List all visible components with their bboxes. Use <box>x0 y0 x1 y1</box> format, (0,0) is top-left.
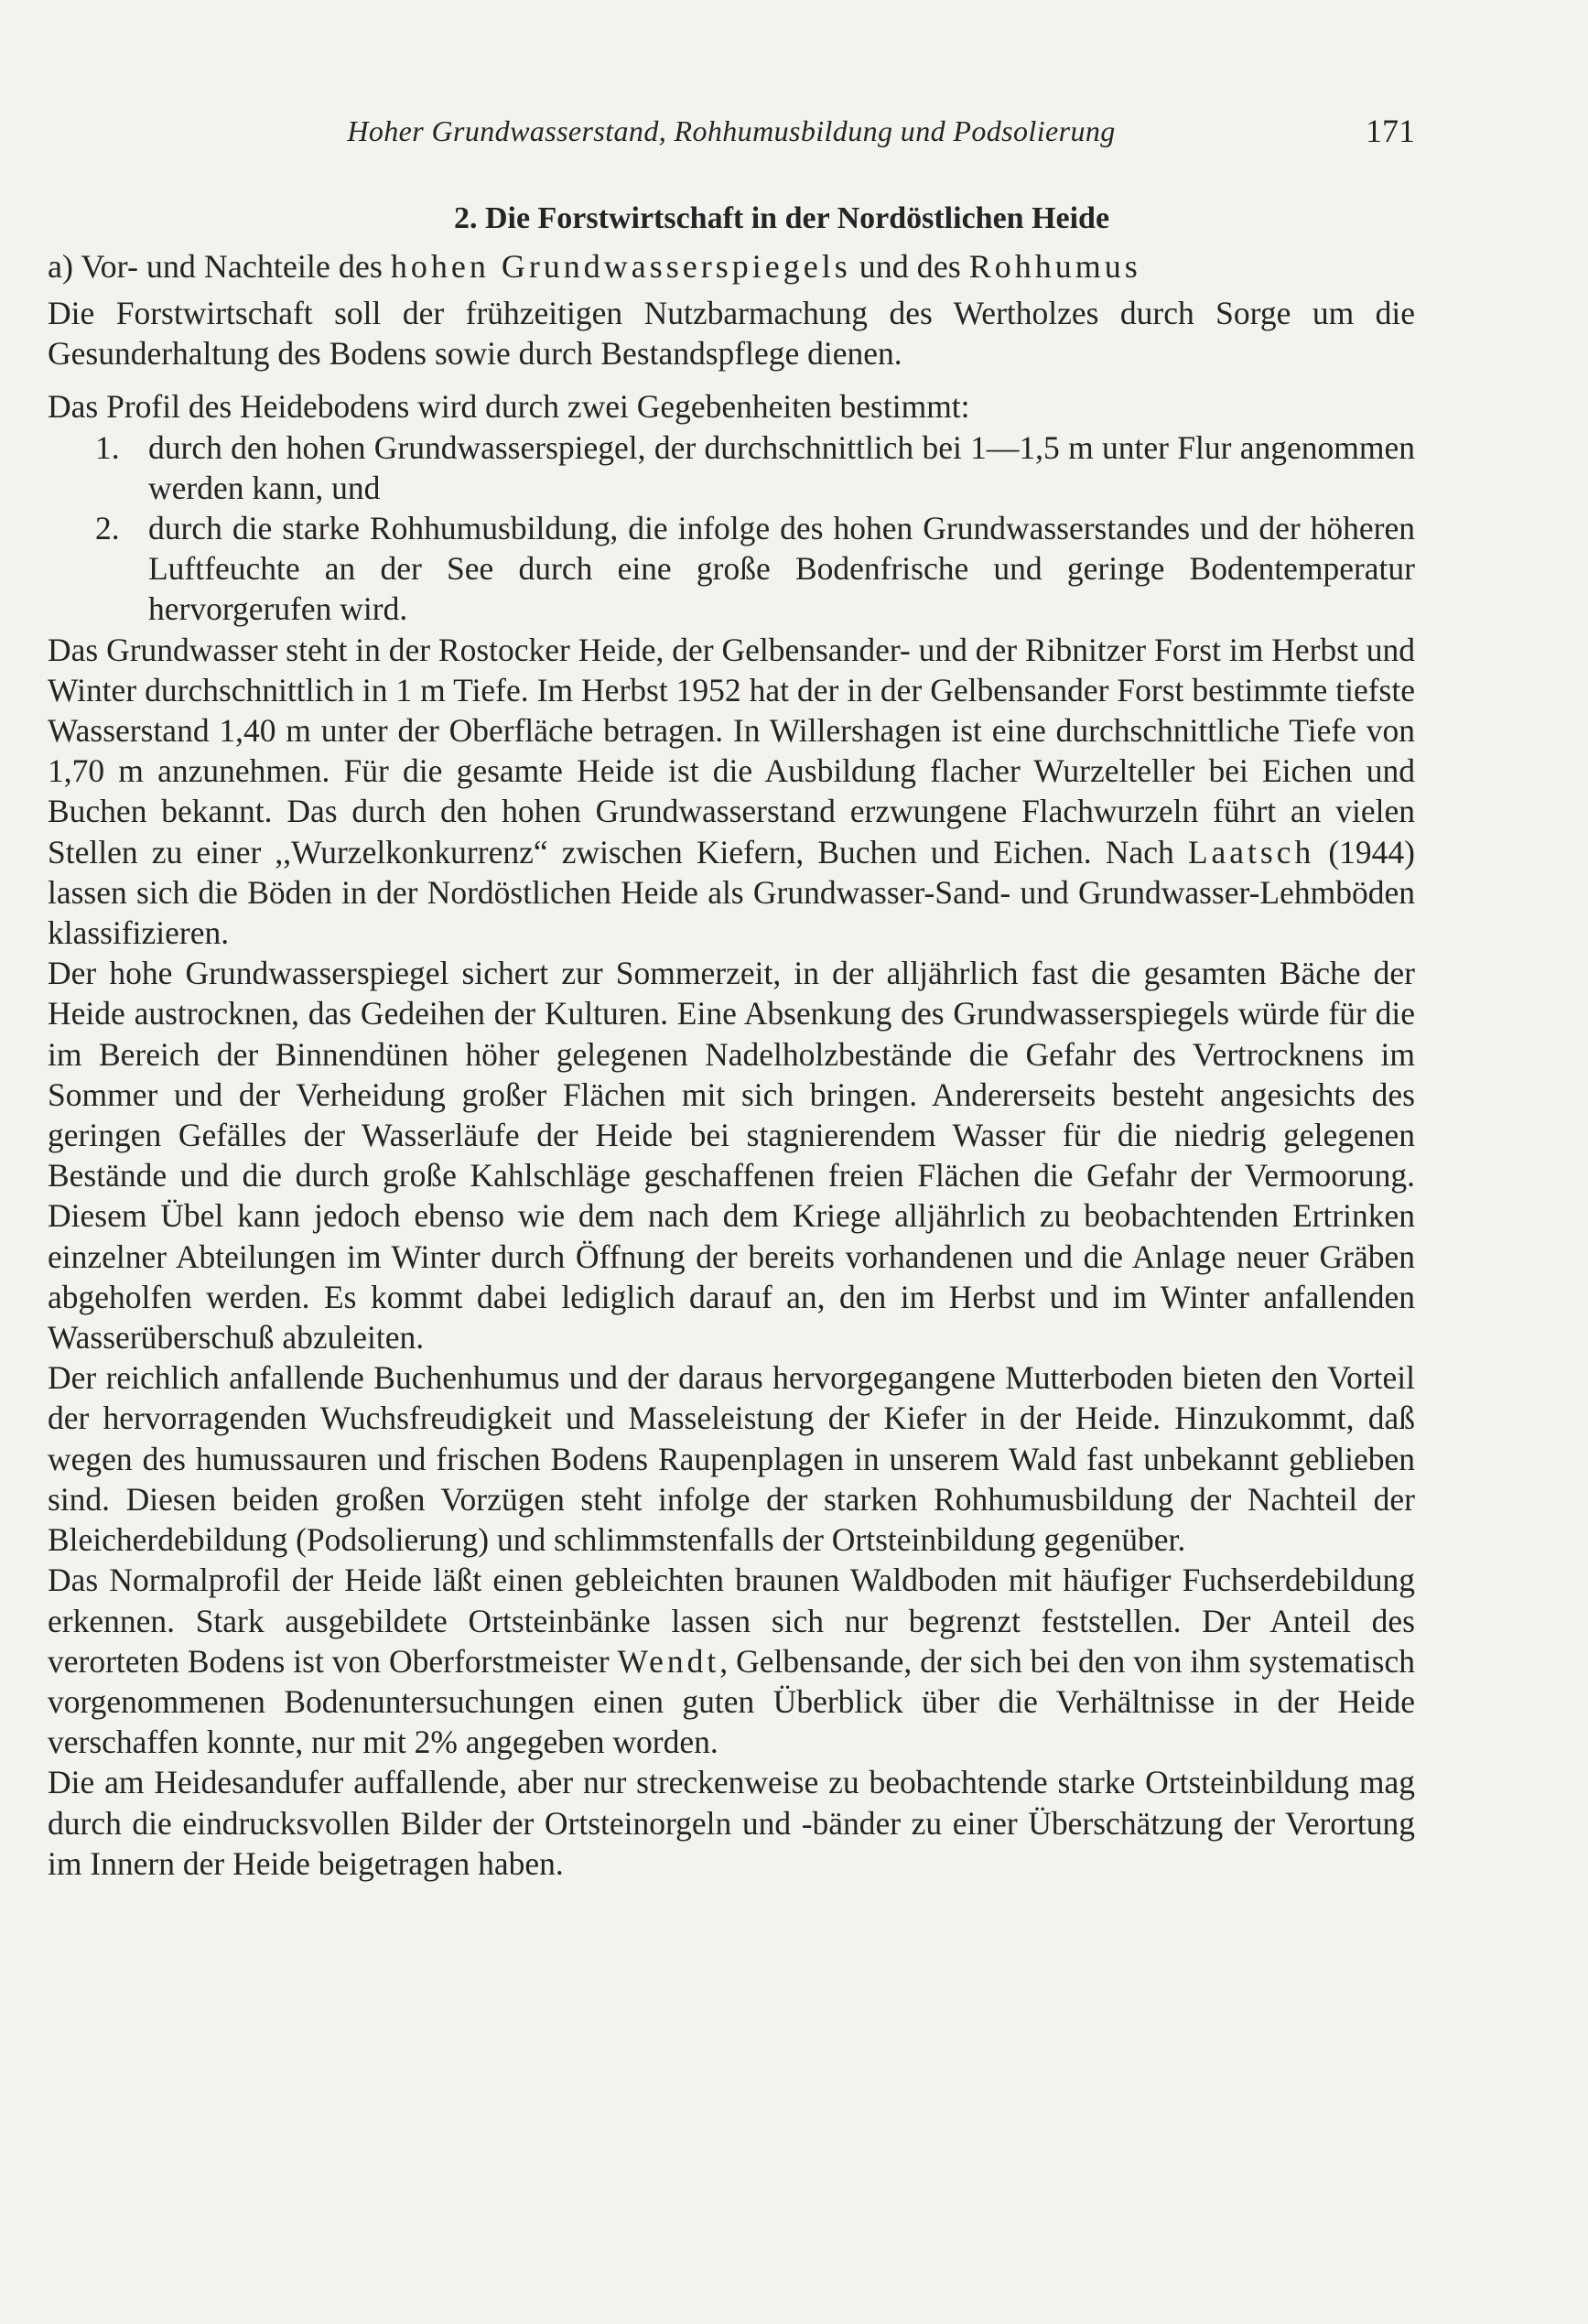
running-header <box>48 108 1415 154</box>
author-citation-laatsch: Laatsch <box>1187 833 1315 870</box>
humus-paragraph: Der reichlich anfallende Buchenhumus und der daraus hervorgegangene Mutterboden bieten den Vorteil der hervorragenden Wuchsfreudigkeit und Masseleistung der Kiefer in der Heide. Hinzukommt, daß wegen des humussauren und frischen Bodens Raupenplagen in unserem Wald fast unbekannt geblieben sind. Diesen beiden großen Vorzügen steht infolge der starken Rohhumusbildung der Nachteil der Bleicherdebildung (Podsolierung) und schlimmstenfalls der Ortsteinbildung gegenüber. <box>48 1359 1415 1559</box>
list-item-number: 1. <box>95 428 120 466</box>
list-item <box>48 427 1415 508</box>
normal-text-before: Das Normalprofil der Heide läßt einen gebleichten braunen Waldboden mit häufiger Fuchserdebildung erkennen. Stark ausgebildete Ortsteinbänke lassen sich nur begrenzt feststellen. Der Anteil des verorteten Bodens ist von Oberforstmeister <box>48 1562 1415 1680</box>
subheading-spaced-term-1: hohen Grundwasserspiegels <box>390 248 851 285</box>
subheading-spaced-term-2: Rohhumus <box>968 248 1141 285</box>
page-number: 171 <box>1366 113 1415 149</box>
section-title: 2. Die Forstwirtschaft in der Nordöstlichen Heide <box>453 201 1110 235</box>
subsection-heading <box>48 245 1415 287</box>
intro-paragraph: Die Forstwirtschaft soll der frühzeitigen Nutzbarmachung des Wertholzes durch Sorge um die Gesunderhaltung des Bodens sowie durch Bestandspflege dienen. <box>48 295 1415 373</box>
body-text <box>48 198 1415 1884</box>
profile-list <box>48 427 1415 630</box>
groundwater-text-before: Das Grundwasser steht in der Rostocker Heide, der Gelbensander- und der Ribnitzer Forst im Herbst und Winter durchschnittlich in 1 m Tiefe. Im Herbst 1952 hat der in der Gelbensander Forst bestimmte tiefste Wasserstand 1,40 m unter der Oberfläche betragen. In Willershagen ist eine durchschnittliche Tiefe von 1,70 m anzunehmen. Für die gesamte Heide ist die Ausbildung flacher Wurzelteller bei Eichen und Buchen bekannt. Das durch den hohen Grundwasserstand erzwungene Flachwurzeln führt an vielen Stellen zu einer ,,Wurzelkonkurrenz“ zwischen Kiefern, Buchen und Eichen. Nach <box>48 631 1415 870</box>
list-item-number: 2. <box>95 510 120 547</box>
normal-profile-paragraph <box>48 1560 1415 1762</box>
list-item-text: durch den hohen Grundwasserspiegel, der durchschnittlich bei 1—1,5 m unter Flur angenommen werden kann, und <box>148 428 1415 506</box>
list-item <box>48 508 1415 630</box>
shore-paragraph: Die am Heidesandufer auffallende, aber nur streckenweise zu beobachtende starke Ortsteinbildung mag durch die eindrucksvollen Bilder der Ortsteinorgeln und -bänder zu einer Überschätzung der Verortung im Innern der Heide beigetragen haben. <box>48 1764 1415 1882</box>
running-title: Hoher Grundwasserstand, Rohhumusbildung und Podsolierung <box>347 114 1116 147</box>
profile-lead-paragraph: Das Profil des Heidebodens wird durch zwei Gegebenheiten bestimmt: <box>48 388 970 426</box>
list-item-text: durch die starke Rohhumusbildung, die infolge des hohen Grundwasserstandes und der höheren Luftfeuchte an der See durch eine große Bodenfrische und geringe Bodentemperatur hervorgerufen wird. <box>148 510 1415 628</box>
author-citation-wendt: Wendt <box>617 1642 720 1680</box>
subheading-prefix: a) Vor- und Nachteile des <box>48 248 391 285</box>
normal-text-after: , Gelbensande, der sich bei den von ihm systematisch vorgenommenen Bodenuntersuchungen einen guten Überblick über die Verhältnisse in der Heide verschaffen konnte, nur mit 2% angegeben worden. <box>48 1642 1415 1761</box>
groundwater-text-after: (1944) lassen sich die Böden in der Nordöstlichen Heide als Grundwasser-Sand- und Grundwasser-Lehmböden klassifizieren. <box>48 833 1415 952</box>
summer-paragraph: Der hohe Grundwasserspiegel sichert zur Sommerzeit, in der alljährlich fast die gesamten Bäche der Heide austrocknen, das Gedeihen der Kulturen. Eine Absenkung des Grundwasserspiegels würde für die im Bereich der Binnendünen höher gelegenen Nadelholzbestände die Gefahr des Vertrocknens im Sommer und der Verheidung großer Flächen mit sich bringen. Andererseits besteht angesichts des geringen Gefälles der Wasserläufe der Heide bei stagnierendem Wasser für die niedrig gelegenen Bestände und die durch große Kahlschläge geschaffenen freien Flächen die Gefahr der Vermoorung. Diesem Übel kann jedoch ebenso wie dem nach dem Kriege alljährlich zu beobachtenden Ertrinken einzelner Abteilungen im Winter durch Öffnung der bereits vorhandenen und die Anlage neuer Gräben abgeholfen werden. Es kommt dabei lediglich darauf an, den im Herbst und im Winter anfallenden Wasserüberschuß abzuleiten. <box>48 955 1415 1357</box>
subheading-middle: und des <box>850 248 969 285</box>
groundwater-paragraph <box>48 630 1415 954</box>
